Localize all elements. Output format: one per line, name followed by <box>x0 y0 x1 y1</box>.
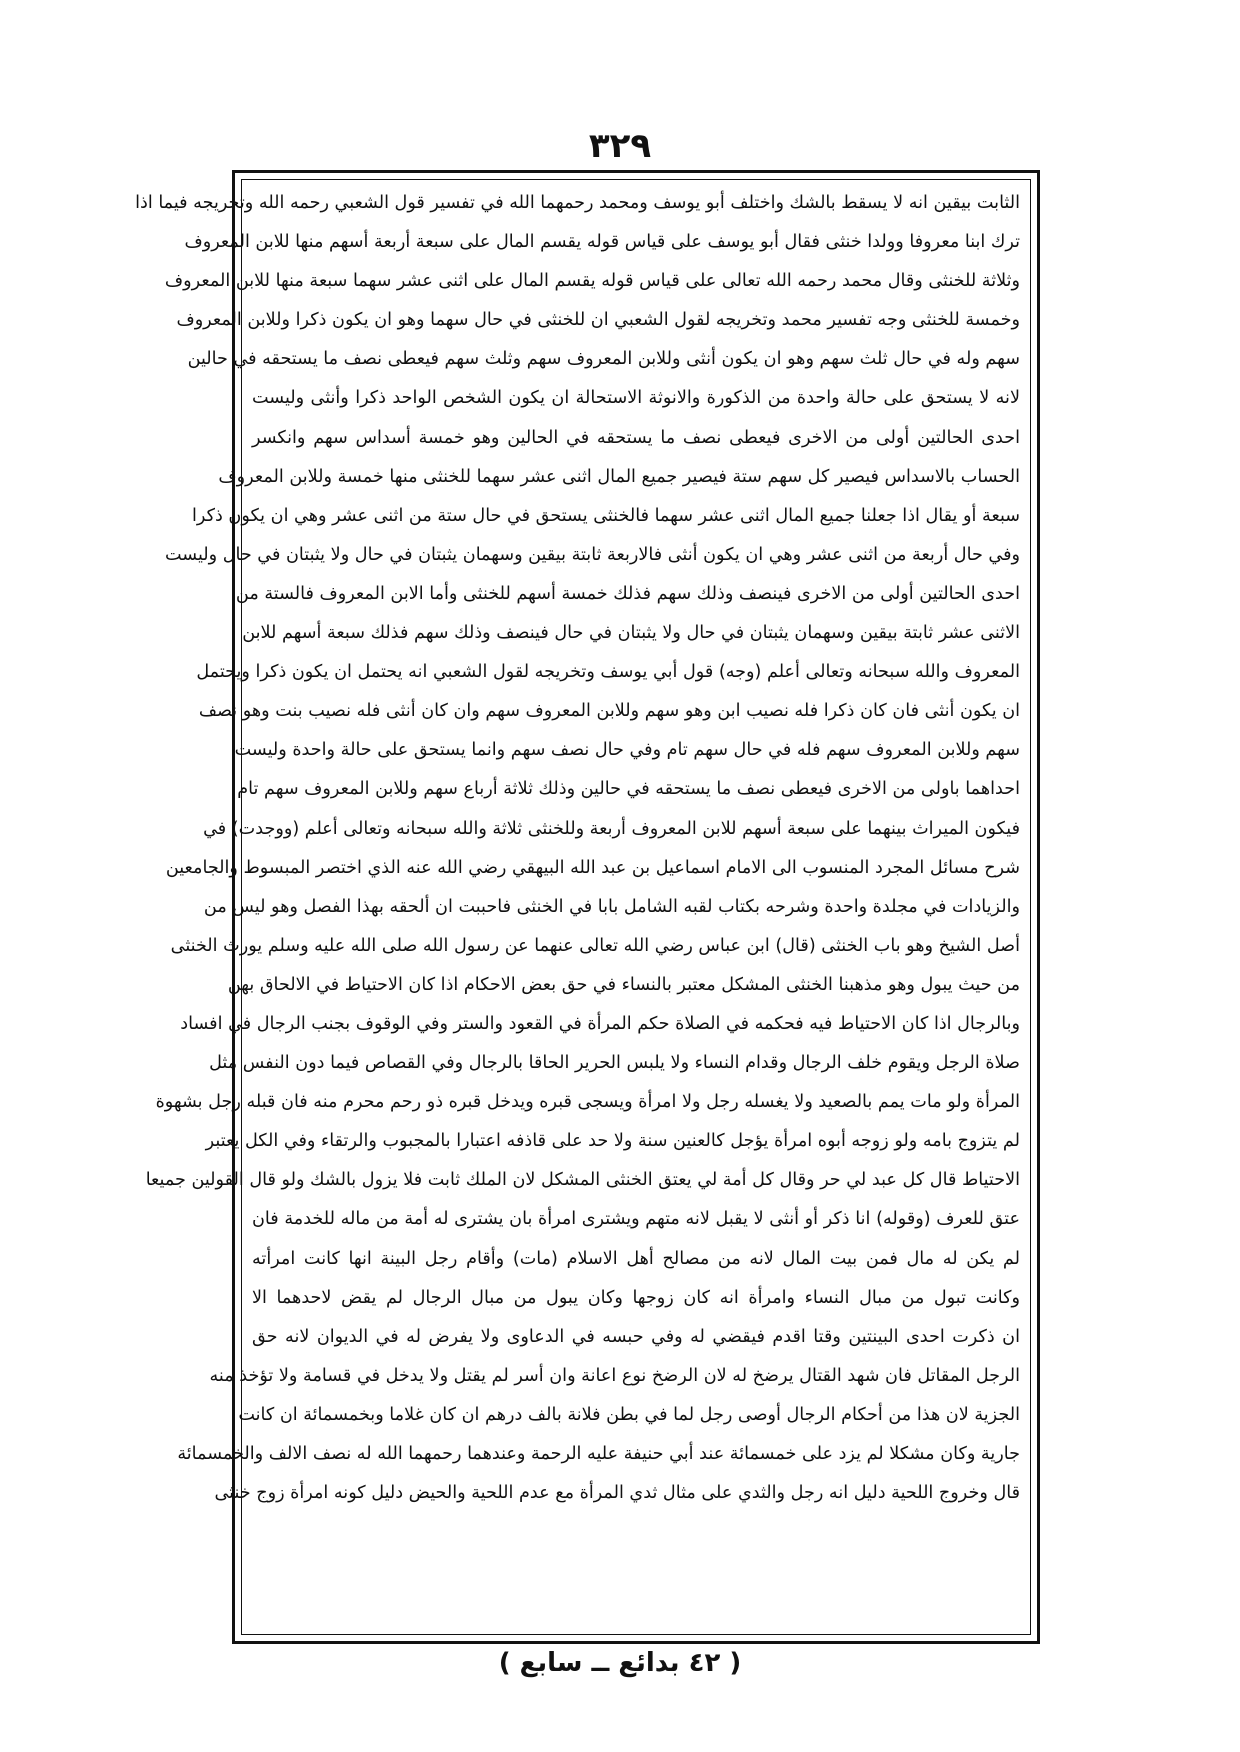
text-line: الاثنى عشر ثابتة بيقين وسهمان يثبتان في حال ولا يثبتان في حال فينصف وذلك سهم فذلك سبعة أسهم للابن <box>242 623 1020 644</box>
text-line: قال وخروج اللحية دليل انه رجل والثدي على مثال ثدي المرأة مع عدم اللحية والحيض دليل كونه امرأة زوج خنثى <box>214 1483 1020 1504</box>
text-line: لانه لا يستحق على حالة واحدة من الذكورة والانوثة الاستحالة ان يكون الشخص الواحد ذكرا وأنثى وليست <box>252 388 1020 409</box>
text-line: سهم وله في حال ثلث سهم وهو ان يكون أنثى وللابن المعروف سهم وثلث سهم فيعطى نصف ما يستحقه في حالين <box>187 349 1020 370</box>
main-text <box>135 184 1030 1632</box>
text-line: أصل الشيخ وهو باب الخنثى (قال) ابن عباس رضي الله تعالى عنهما عن رسول الله صلى الله عليه وسلم يورث الخنثى <box>170 935 1020 956</box>
text-line: احدى الحالتين أولى من الاخرى فيعطى نصف ما يستحقه في الحالين وهو خمسة أسداس سهم وانكسر <box>252 427 1020 448</box>
text-line: وفي حال أربعة من اثنى عشر وهي ان يكون أنثى فالاربعة ثابتة بيقين وسهمان يثبتان في حال ولا يثبتان في حال وليست <box>164 544 1020 565</box>
text-line: جارية وكان مشكلا لم يزد على خمسمائة عند أبي حنيفة عليه الرحمة وعندهما رحمهما الله له نصف الالف والخمسمائة <box>177 1444 1020 1464</box>
text-line: ترك ابنا معروفا وولدا خنثى فقال أبو يوسف على قياس قوله يقسم المال على سبعة أربعة أسهم منها للابن المعروف <box>184 232 1020 253</box>
text-line: احدى الحالتين أولى من الاخرى فينصف وذلك سهم فذلك خمسة أسهم للخنثى وأما الابن المعروف فالستة من <box>235 583 1020 604</box>
text-line: والزيادات في مجلدة واحدة وشرحه بكتاب لقبه الشامل بابا في الخنثى فاحببت ان ألحقه بهذا الفصل وهو ليس من <box>203 896 1020 917</box>
text-line: وثلاثة للخنثى وقال محمد رحمه الله تعالى على قياس قوله يقسم المال على اثنى عشر سهما سبعة منها للابن المعروف <box>164 271 1020 292</box>
text-line: لم يكن له مال فمن بيت المال لانه من مصالح أهل الاسلام (مات) وأقام رجل البينة انها كانت امرأته <box>252 1248 1020 1269</box>
text-line: احداهما باولى من الاخرى فيعطى نصف ما يستحقه في حالين وذلك ثلاثة أرباع سهم وللابن المعروف سهم تام <box>237 779 1020 800</box>
text-line: الرجل المقاتل فان شهد القتال يرضخ له لان الرضخ نوع اعانة وان أسر لم يقتل ولا يدخل في قسامة ولا تؤخذ منه <box>209 1365 1020 1386</box>
text-line: ان ذكرت احدى البينتين وقتا اقدم فيقضي له وفي حبسه في الدعاوى ولا يفرض له في الديوان لانه حق <box>252 1326 1020 1347</box>
text-line: المرأة ولو مات يمم بالصعيد ولا يغسله رجل ولا امرأة ويسجى قبره ويدخل قبره ذو رحم محرم منه فان قبله رجل بشهوة <box>155 1092 1020 1113</box>
text-line: لم يتزوج بامه ولو زوجه أبوه امرأة يؤجل كالعنين سنة ولا حد على قاذفه اعتبارا بالمجبوب والرتقاء وفي الكل يعتبر <box>205 1131 1020 1152</box>
signature-footer: ( ٤٢ بدائع ــ سابع ) <box>498 1648 742 1678</box>
text-line: شرح مسائل المجرد المنسوب الى الامام اسماعيل بن عبد الله البيهقي رضي الله عنه الذي اختصر المبسوط والجامعين <box>165 857 1020 878</box>
text-line: الحساب بالاسداس فيصير كل سهم ستة فيصير جميع المال اثنى عشر سهما للخنثى منها خمسة وللابن المعروف <box>218 466 1020 487</box>
text-line: وبالرجال اذا كان الاحتياط فيه فحكمه في الصلاة حكم المرأة في القعود والستر وفي الوقوف بجنب الرجال في افساد <box>180 1013 1020 1034</box>
text-line: الثابت بيقين انه لا يسقط بالشك واختلف أبو يوسف ومحمد رحمهما الله في تفسير قول الشعبي رحمه الله وتخريجه فيما اذا <box>135 193 1020 213</box>
text-line: وكانت تبول من مبال النساء وامرأة انه كان زوجها وكان يبول من مبال الرجال لم يقض لاحدهما الا <box>252 1287 1020 1308</box>
text-line: صلاة الرجل ويقوم خلف الرجال وقدام النساء ولا يلبس الحرير الحاقا بالرجال وفي القصاص فيما دون النفس مثل <box>209 1053 1020 1074</box>
text-line: الاحتياط قال كل عبد لي حر وقال كل أمة لي يعتق الخنثى المشكل لان الملك ثابت فلا يزول بالشك ولو قال القولين جميعا <box>145 1170 1020 1191</box>
text-line: من حيث يبول وهو مذهبنا الخنثى المشكل معتبر بالنساء في حق بعض الاحكام اذا كان الاحتياط في الالحاق بهن <box>227 974 1020 995</box>
text-line: المعروف والله سبحانه وتعالى أعلم (وجه) قول أبي يوسف وتخريجه لقول الشعبي انه يحتمل ان يكون ذكرا ويحتمل <box>196 662 1020 683</box>
text-line: سبعة أو يقال اذا جعلنا جميع المال اثنى عشر سهما فالخنثى يستحق في حال ستة من اثنى عشر وهي ان يكون ذكرا <box>192 505 1020 526</box>
text-line: ان يكون أنثى فان كان ذكرا فله نصيب ابن وهو سهم وللابن المعروف سهم وان كان أنثى فله نصيب بنت وهو نصف <box>198 701 1020 722</box>
text-line: عتق للعرف (وقوله) انا ذكر أو أنثى لا يقبل لانه متهم ويشترى امرأة بان يشترى له أمة من ماله للخدمة فان <box>252 1209 1020 1230</box>
text-line: فيكون الميراث بينهما على سبعة أسهم للابن المعروف أربعة وللخنثى ثلاثة والله سبحانه وتعالى أعلم (ووجدت) في <box>203 818 1020 839</box>
text-line: وخمسة للخنثى وجه تفسير محمد وتخريجه لقول الشعبي ان للخنثى في حال سهما وهو ان يكون ذكرا وللابن المعروف <box>176 310 1020 331</box>
page-number: ٣٢٩ <box>588 126 652 166</box>
text-line: الجزية لان هذا من أحكام الرجال أوصى رجل لما في بطن فلانة بالف درهم ان كان غلاما وبخمسمائة ان كانت <box>238 1404 1020 1425</box>
text-line: سهم وللابن المعروف سهم فله في حال سهم تام وفي حال نصف سهم وانما يستحق على حالة واحدة وليست <box>234 740 1020 761</box>
